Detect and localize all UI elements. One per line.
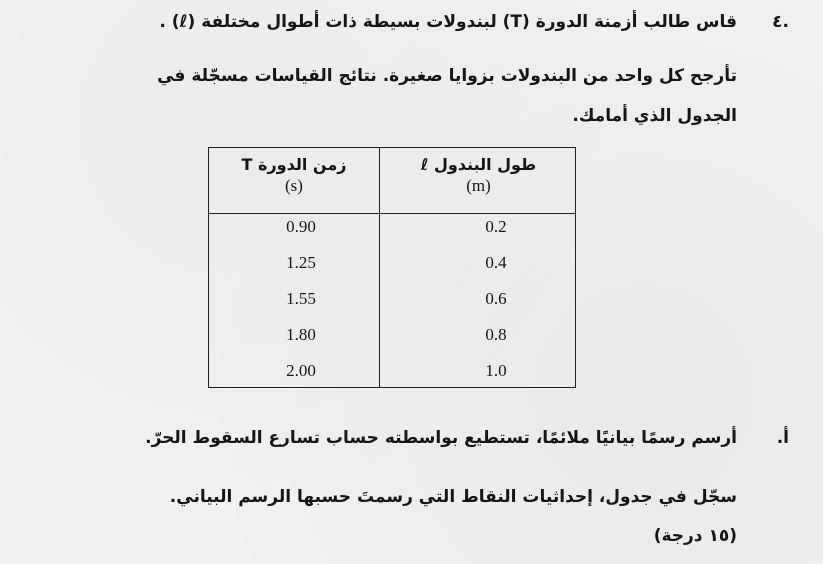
question-text-line-3: الجدول الذي أمامك. <box>572 106 737 126</box>
question-text-line-1: قاس طالب أزمنة الدورة (T) لبندولات بسيطة ذات أطوال مختلفة (ℓ) . <box>159 12 737 32</box>
part-a-label: أ. <box>776 428 789 448</box>
part-a-instruction-line-2: سجّل في جدول، إحداثيات النقاط التي رسمتَ حسبها الرسم البياني. <box>169 487 737 507</box>
question-text-line-2: تأرجح كل واحد من البندولات بزوايا صغيرة. نتائج القياسات مسجّلة في <box>157 66 737 86</box>
period-cell: 0.90 <box>286 217 316 236</box>
period-header-unit: (s) <box>285 176 303 195</box>
pendulum-data-table <box>208 147 576 388</box>
length-cell: 0.2 <box>485 217 507 236</box>
period-cell: 2.00 <box>286 361 316 380</box>
part-a-instruction-line-1: أرسم رسمًا بيانيًا ملائمًا، تستطيع بواسطته حساب تسارع السقوط الحرّ. <box>145 428 737 448</box>
period-cell: 1.25 <box>286 253 316 272</box>
length-header-label: طول البندول ℓ <box>420 155 537 174</box>
question-number: ٤. <box>772 12 789 32</box>
length-cell: 0.6 <box>485 289 507 308</box>
period-cell: 1.55 <box>286 289 316 308</box>
period-cell: 1.80 <box>286 325 316 344</box>
length-cell: 0.4 <box>485 253 507 272</box>
table-header-divider <box>209 213 575 214</box>
length-cell: 0.8 <box>485 325 507 344</box>
period-header-label: زمن الدورة T <box>241 155 347 174</box>
score-note: (١٥ درجة) <box>653 526 737 546</box>
period-header <box>209 155 379 196</box>
length-header <box>380 155 577 196</box>
length-header-unit: (m) <box>466 176 491 195</box>
length-cell: 1.0 <box>485 361 507 380</box>
